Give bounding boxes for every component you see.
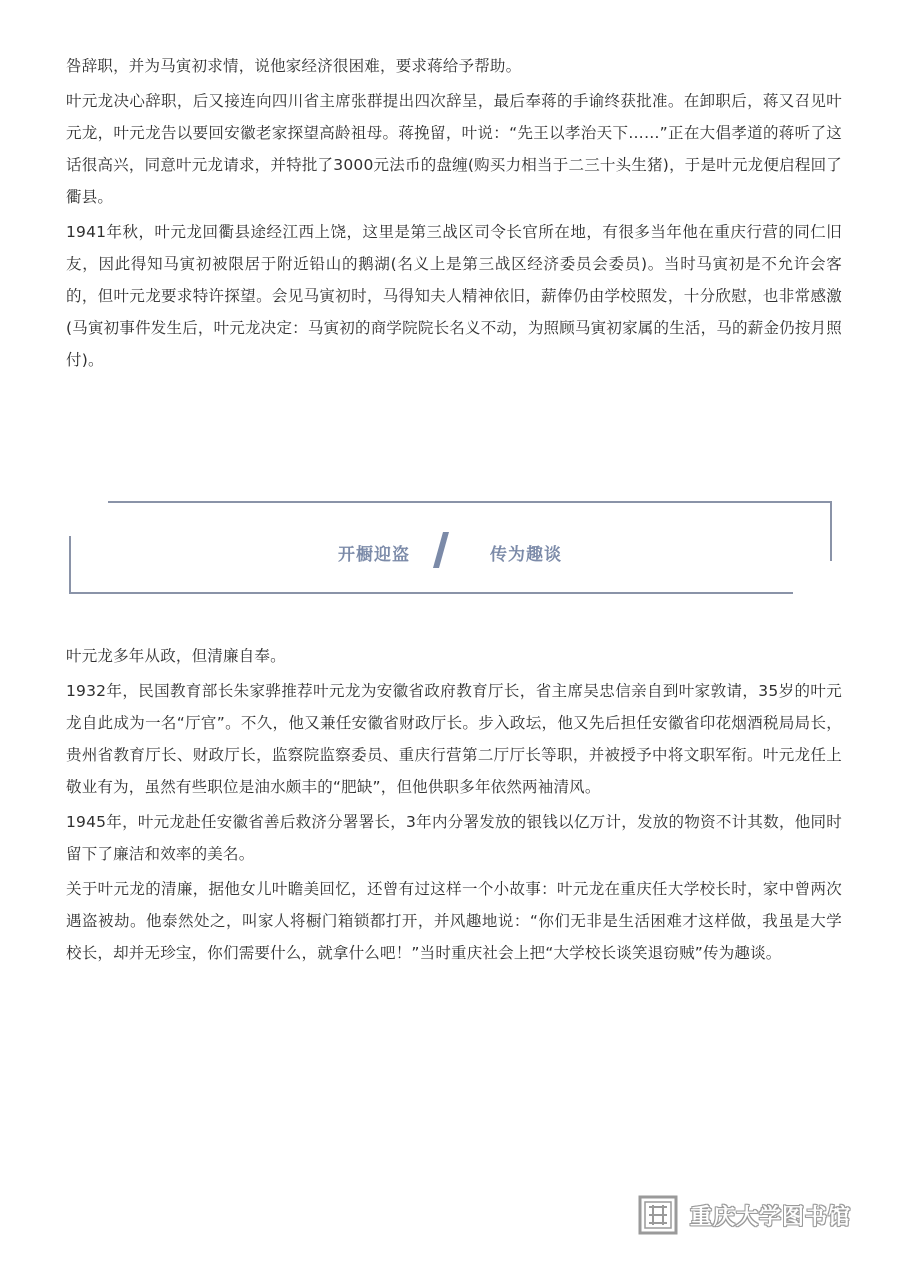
bottom-text-block	[66, 640, 842, 972]
paragraph: 1941年秋，叶元龙回衢县途经江西上饶，这里是第三战区司令长官所在地，有很多当年他在重庆行营的同仁旧友，因此得知马寅初被限居于附近铅山的鹅湖(名义上是第三战区经济委员会委员)。当时马寅初是不允许会客的，但叶元龙要求特许探望。会见马寅初时，马得知夫人精神依旧，薪俸仍由学校照发，十分欣慰，也非常感激(马寅初事件发生后，叶元龙决定：马寅初的商学院院长名义不动，为照顾马寅初家属的生活，马的薪金仍按月照付)。	[66, 223, 842, 369]
library-seal-icon	[638, 1195, 678, 1235]
library-watermark	[638, 1193, 851, 1237]
paragraph: 叶元龙决心辞职，后又接连向四川省主席张群提出四次辞呈，最后奉蒋的手谕终获批准。在卸职后，蒋又召见叶元龙，叶元龙告以要回安徽老家探望高龄祖母。蒋挽留，叶说：“先王以孝治天下……”正在大倡孝道的蒋听了这话很高兴，同意叶元龙请求，并特批了3000元法币的盘缠(购买力相当于二三十头生猪)，于是叶元龙便启程回了衢县。	[66, 92, 842, 206]
section-heading-right: 传为趣谈	[490, 544, 562, 565]
paragraph: 咎辞职，并为马寅初求情，说他家经济很困难，要求蒋给予帮助。	[66, 57, 522, 75]
paragraph: 1932年，民国教育部长朱家骅推荐叶元龙为安徽省政府教育厅长，省主席吴忠信亲自到叶家敦请，35岁的叶元龙自此成为一名“厅官”。不久，他又兼任安徽省财政厅长。步入政坛，他又先后担任安徽省印花烟酒税局局长，贵州省教育厅长、财政厅长，监察院监察委员、重庆行营第二厅厅长等职，并被授予中将文职军衔。叶元龙任上敬业有为，虽然有些职位是油水颇丰的“肥缺”，但他供职多年依然两袖清风。	[66, 682, 842, 796]
heading-slash-icon	[432, 530, 450, 574]
section-heading-left: 开橱迎盗	[338, 544, 410, 565]
top-text-block	[66, 50, 842, 379]
frame-line-top	[108, 501, 832, 503]
paragraph: 关于叶元龙的清廉，据他女儿叶瞻美回忆，还曾有过这样一个小故事：叶元龙在重庆任大学校长时，家中曾两次遇盗被劫。他泰然处之，叫家人将橱门箱锁都打开，并风趣地说：“你们无非是生活困难才这样做，我虽是大学校长，却并无珍宝，你们需要什么，就拿什么吧！”当时重庆社会上把“大学校长谈笑退窃贼”传为趣谈。	[66, 880, 842, 962]
paragraph: 叶元龙多年从政，但清廉自奉。	[66, 647, 286, 665]
frame-line-bottom	[69, 592, 793, 594]
library-name: 重庆大学图书馆	[690, 1204, 852, 1230]
paragraph: 1945年，叶元龙赴任安徽省善后救济分署署长，3年内分署发放的银钱以亿万计，发放的物资不计其数，他同时留下了廉洁和效率的美名。	[66, 813, 842, 863]
section-heading	[0, 530, 900, 574]
